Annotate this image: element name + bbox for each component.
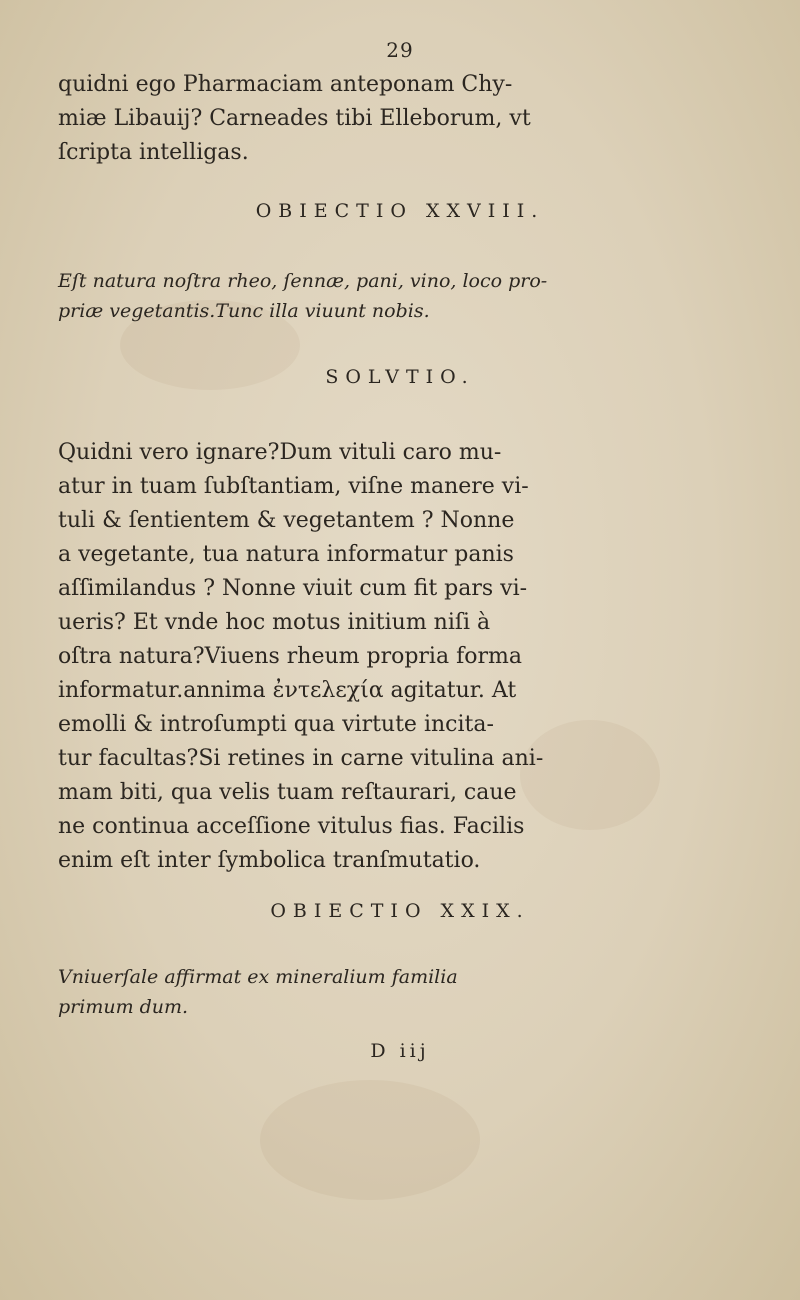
text-line: tur facultas?Si retines in carne vitulina ani-	[58, 746, 544, 771]
text-line: enim eſt inter ſymbolica tranſmutatio.	[58, 848, 481, 873]
text-line: primum dum.	[58, 996, 189, 1018]
text-line: emolli & introſumpti qua virtute incita-	[58, 712, 494, 737]
text-line: oſtra natura?Viuens rheum propria forma	[58, 644, 522, 669]
text-line: miæ Libauij? Carneades tibi Elleborum, vt	[58, 106, 531, 131]
text-line: priæ vegetantis.Tunc illa viuunt nobis.	[58, 300, 430, 322]
objection-28-heading: OBIECTIO XXVIII.	[255, 200, 545, 222]
page-number: 29	[386, 38, 414, 62]
text-line: ne continua acceſſione vitulus fias. Facilis	[58, 814, 525, 839]
intro-paragraph	[58, 68, 578, 170]
text-line: Quidni vero ignare?Dum vituli caro mu-	[58, 440, 502, 465]
text-line: a vegetante, tua natura informatur panis	[58, 542, 514, 567]
objection-28-text	[58, 266, 578, 326]
text-line: mam biti, qua velis tuam reſtaurari, caue	[58, 780, 517, 805]
paper-stain	[260, 1080, 480, 1200]
objection-29-heading: OBIECTIO XXIX.	[270, 900, 530, 922]
text-line: aſſimilandus ? Nonne viuit cum fit pars vi-	[58, 576, 528, 601]
text-line: ueris? Et vnde hoc motus initium niſi à	[58, 610, 491, 635]
text-line: tuli & ſentientem & vegetantem ? Nonne	[58, 508, 515, 533]
signature-mark: D iij	[370, 1040, 430, 1062]
solutio-paragraph	[58, 436, 578, 878]
solutio-heading: SOLVTIO.	[325, 366, 475, 388]
text-line: informatur.annima ἐντελεχία agitatur. At	[58, 678, 517, 703]
text-line: atur in tuam ſubſtantiam, viſne manere vi-	[58, 474, 529, 499]
text-line: quidni ego Pharmaciam anteponam Chy-	[58, 72, 513, 97]
objection-29-text	[58, 962, 578, 1022]
text-line: Eſt natura noſtra rheo, ſennæ, pani, vino, loco pro-	[58, 270, 548, 292]
text-line: Vniuerſale affirmat ex mineralium familia	[58, 966, 458, 988]
text-line: ſcripta intelligas.	[58, 140, 249, 165]
